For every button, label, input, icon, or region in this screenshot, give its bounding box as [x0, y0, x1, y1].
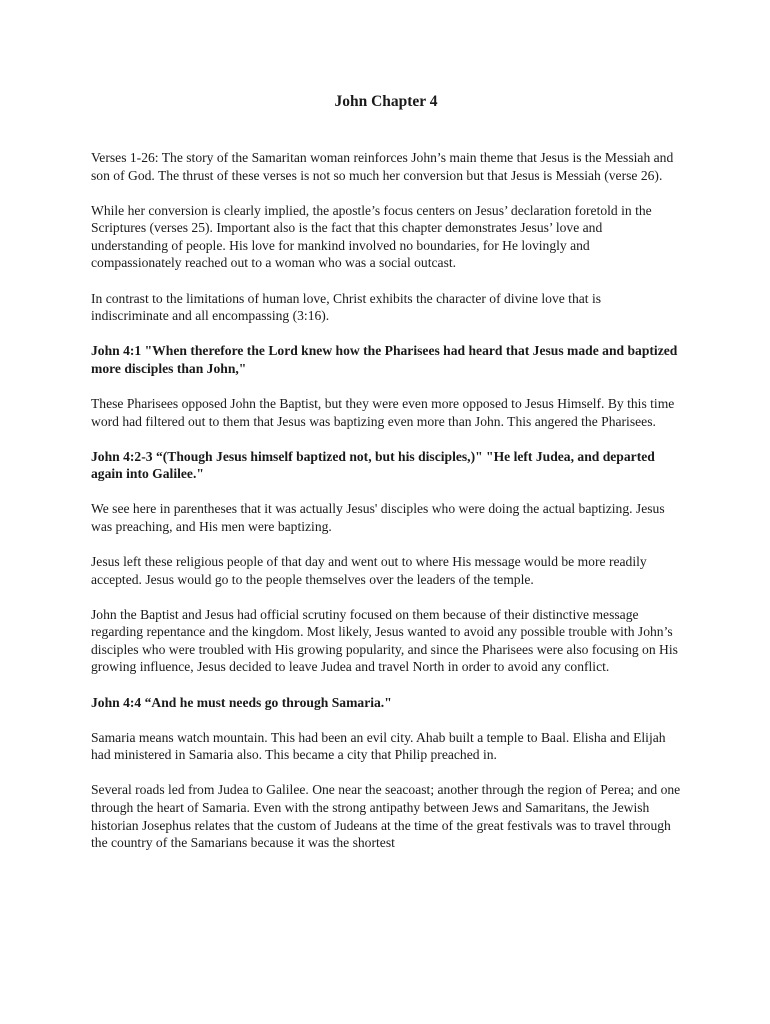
- paragraph-religious-people: Jesus left these religious people of that day and went out to where His message would be more readily accepted. Jesus would go to the people themselves over the leaders of the temple.: [91, 554, 647, 587]
- paragraph-verses-1-26: Verses 1-26: The story of the Samaritan woman reinforces John’s main theme that Jesus is the Messiah and son of God. The thrust of these verses is not so much her conversion but that Jesus is Messiah (verse 26).: [91, 150, 674, 183]
- paragraph-roads: Several roads led from Judea to Galilee. One near the seacoast; another through the region of Perea; and one through the heart of Samaria. Even with the strong antipathy between Jews and Samaritans, the Jewish historian Josephus relates that the custom of Judeans at the time of the great festivals was to travel through the country of the Samarians because it was the shortest: [91, 782, 681, 851]
- document-page: [91, 92, 681, 869]
- verse-heading-4-2-3: John 4:2-3 “(Though Jesus himself baptized not, but his disciples,)" "He left Judea, and departed again into Galilee.": [91, 448, 655, 482]
- paragraph-pharisees: These Pharisees opposed John the Baptist, but they were even more opposed to Jesus Himself. By this time word had filtered out to them that Jesus was baptizing even more than John. This angered the Pharisees.: [91, 395, 675, 429]
- paragraph-samaria: Samaria means watch mountain. This had been an evil city. Ahab built a temple to Baal. Elisha and Elijah had ministered in Samaria also. This became a city that Philip preached in.: [91, 729, 666, 763]
- paragraph-scrutiny: John the Baptist and Jesus had official scrutiny focused on them because of their distinctive message regarding repentance and the kingdom. Most likely, Jesus wanted to avoid any possible trouble with John’s disciples who were troubled with His growing popularity, and since the Pharisees were also focusing on His growing influence, Jesus decided to leave Judea and travel North in order to avoid any conflict.: [91, 606, 678, 675]
- paragraph-conversion: While her conversion is clearly implied, the apostle’s focus centers on Jesus’ declaration foretold in the Scriptures (verses 25). Important also is the fact that this chapter demonstrates Jesus’ love and understanding of people. His love for mankind involved no boundaries, for He lovingly and compassionately reached out to a woman who was a social outcast.: [91, 202, 652, 271]
- verse-heading-4-4: John 4:4 “And he must needs go through Samaria.": [91, 694, 392, 710]
- page-title: John Chapter 4: [334, 93, 438, 110]
- paragraph-parentheses: We see here in parentheses that it was actually Jesus' disciples who were doing the actual baptizing. Jesus was preaching, and His men were baptizing.: [91, 501, 665, 534]
- paragraph-human-love: In contrast to the limitations of human love, Christ exhibits the character of divine love that is indiscriminate and all encompassing (3:16).: [91, 290, 602, 324]
- verse-heading-4-1: John 4:1 "When therefore the Lord knew how the Pharisees had heard that Jesus made and baptized more disciples than John,": [91, 343, 678, 376]
